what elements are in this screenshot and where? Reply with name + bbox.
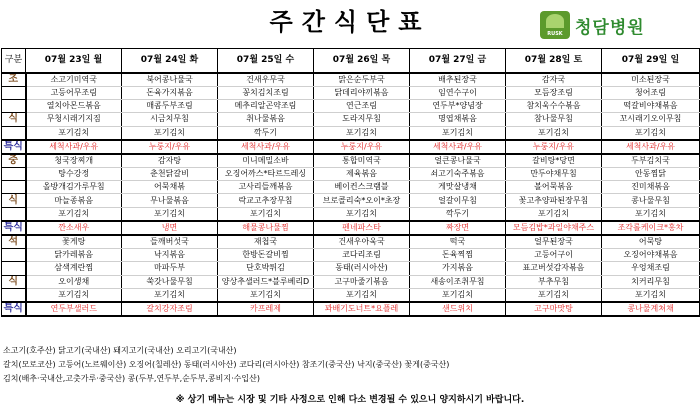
menu-item: 올방개김가루무침 xyxy=(26,181,122,194)
dinner-side-label: 식 xyxy=(2,275,26,288)
leaf-logo-icon xyxy=(540,11,570,39)
menu-item: 고등어무조림 xyxy=(26,86,122,99)
menu-item: 소고기미역국 xyxy=(26,73,122,87)
menu-item: 청어조림 xyxy=(602,86,700,99)
weekly-menu-table xyxy=(1,48,700,317)
menu-item: 브로콜리숙*오이*초장 xyxy=(314,194,410,207)
menu-item: 포기김치 xyxy=(506,289,602,303)
special-item: 세척사과/우유 xyxy=(26,140,122,154)
lunch-special-row xyxy=(2,221,700,235)
origin-fish: 갈치(모로코산) 고등어(노르웨이산) 오징어(칠레산) 동태(러시아산) 코다리(러시아산) 참조기(중국산) 낙지(중국산) 꽃게(중국산) xyxy=(3,360,450,369)
menu-item: 부추무침 xyxy=(506,275,602,288)
menu-item: 포기김치 xyxy=(410,289,506,303)
menu-item: 모듬장조림 xyxy=(506,86,602,99)
breakfast-menu-row xyxy=(2,113,700,126)
menu-item: 무청시래기지짐 xyxy=(26,113,122,126)
header-day-thu: 07월 26일 목 xyxy=(314,49,410,73)
menu-item: 마늘종볶음 xyxy=(26,194,122,207)
menu-item: 참나물무침 xyxy=(506,113,602,126)
dinner-menu-row xyxy=(2,248,700,261)
menu-item: 미소된장국 xyxy=(602,73,700,87)
menu-item: 미니메밀소바 xyxy=(218,154,314,168)
special-label: 특식 xyxy=(2,302,26,316)
menu-item: 오징어야채볶음 xyxy=(602,248,700,261)
menu-item: 포기김치 xyxy=(218,207,314,221)
special-item: 세척사과/우유 xyxy=(410,140,506,154)
menu-item: 깍두기 xyxy=(218,126,314,140)
menu-item: 양상추샐러드*블루베리D xyxy=(218,275,314,288)
menu-item: 포기김치 xyxy=(122,207,218,221)
menu-item: 얼큰콩나물국 xyxy=(410,154,506,168)
menu-item: 포기김치 xyxy=(410,126,506,140)
lunch-menu-row xyxy=(2,194,700,207)
dinner-menu-row xyxy=(2,275,700,288)
header-day-mon: 07월 23일 월 xyxy=(26,49,122,73)
breakfast-side-label xyxy=(2,99,26,112)
lunch-side-label xyxy=(2,207,26,221)
menu-item: 락교고추장무침 xyxy=(218,194,314,207)
menu-item: 포기김치 xyxy=(506,126,602,140)
menu-item: 닭데리야끼볶음 xyxy=(314,86,410,99)
special-item: 카프레제 xyxy=(218,302,314,316)
special-item: 누룽지/우유 xyxy=(122,140,218,154)
dinner-side-label: 석 xyxy=(2,235,26,249)
dinner-menu-row xyxy=(2,262,700,275)
menu-item: 포기김치 xyxy=(314,289,410,303)
lunch-side-label: 식 xyxy=(2,194,26,207)
special-item: 갈치강자조림 xyxy=(122,302,218,316)
special-item: 짜장면 xyxy=(410,221,506,235)
menu-item: 탕수강정 xyxy=(26,167,122,180)
menu-item: 얼무된장국 xyxy=(506,235,602,249)
menu-item: 깍두기 xyxy=(410,207,506,221)
menu-item: 꽃고추양파된장무침 xyxy=(506,194,602,207)
menu-item: 들깨버섯국 xyxy=(122,235,218,249)
menu-item: 연근조림 xyxy=(314,99,410,112)
menu-item: 떡국 xyxy=(410,235,506,249)
special-label: 특식 xyxy=(2,140,26,154)
breakfast-menu-row xyxy=(2,126,700,140)
special-item: 펜네파스타 xyxy=(314,221,410,235)
special-item: 샌드위치 xyxy=(410,302,506,316)
header-day-sun: 07월 29일 일 xyxy=(602,49,700,73)
special-item: 누룽지/우유 xyxy=(506,140,602,154)
header-row xyxy=(2,49,700,73)
menu-item: 고사리들깨볶음 xyxy=(218,181,314,194)
menu-item: 돈육찍찜 xyxy=(410,248,506,261)
breakfast-special-row xyxy=(2,140,700,154)
menu-item: 새송이조취무침 xyxy=(410,275,506,288)
menu-item: 삼색계란찜 xyxy=(26,262,122,275)
breakfast-side-label xyxy=(2,126,26,140)
menu-item: 포기김치 xyxy=(314,207,410,221)
special-item: 연두부샐러드 xyxy=(26,302,122,316)
breakfast-side-label: 식 xyxy=(2,113,26,126)
menu-item: 마파두부 xyxy=(122,262,218,275)
dinner-special-row xyxy=(2,302,700,316)
logo-mark-text: RUSK xyxy=(547,31,563,37)
special-item: 세척사과/우유 xyxy=(602,140,700,154)
dinner-side-label xyxy=(2,262,26,275)
menu-item: 시금치무침 xyxy=(122,113,218,126)
header-day-sat: 07월 28일 토 xyxy=(506,49,602,73)
header-day-fri: 07월 27일 금 xyxy=(410,49,506,73)
dinner-menu-row xyxy=(2,289,700,303)
special-label: 특식 xyxy=(2,221,26,235)
menu-item: 우엉채조림 xyxy=(602,262,700,275)
menu-item: 고등어구이 xyxy=(506,248,602,261)
page-title: 주간식단표 xyxy=(269,8,431,36)
dinner-side-label xyxy=(2,289,26,303)
menu-item: 닭카레볶음 xyxy=(26,248,122,261)
menu-item: 콩나물무침 xyxy=(602,194,700,207)
menu-item: 포기김치 xyxy=(122,289,218,303)
special-item: 고구마맛탕 xyxy=(506,302,602,316)
menu-item: 건새우아욱국 xyxy=(314,235,410,249)
menu-item: 참치욱수수볶음 xyxy=(506,99,602,112)
menu-item: 고구마줄기볶음 xyxy=(314,275,410,288)
menu-item: 베이컨스크램블 xyxy=(314,181,410,194)
menu-item: 청국장찌개 xyxy=(26,154,122,168)
breakfast-menu-row xyxy=(2,99,700,112)
menu-item: 연두부*양념장 xyxy=(410,99,506,112)
menu-item: 포기김치 xyxy=(602,126,700,140)
special-item: 꽈배기도너트*요플레 xyxy=(314,302,410,316)
special-item: 세척사과/우유 xyxy=(218,140,314,154)
menu-item: 감자탕 xyxy=(122,154,218,168)
special-item: 해물콩나물찜 xyxy=(218,221,314,235)
menu-item: 감자국 xyxy=(506,73,602,87)
menu-item: 임연수구이 xyxy=(410,86,506,99)
menu-item: 명엽채볶음 xyxy=(410,113,506,126)
menu-item: 두부김치국 xyxy=(602,154,700,168)
lunch-side-label xyxy=(2,167,26,180)
lunch-menu-row xyxy=(2,207,700,221)
menu-item: 치커리무침 xyxy=(602,275,700,288)
menu-item: 꽁치김치조림 xyxy=(218,86,314,99)
menu-item: 춘천닭갈비 xyxy=(122,167,218,180)
menu-item: 배추된장국 xyxy=(410,73,506,87)
menu-item: 무나물볶음 xyxy=(122,194,218,207)
menu-item: 열치아몬드볶음 xyxy=(26,99,122,112)
menu-item: 도라지무침 xyxy=(314,113,410,126)
menu-item: 제육볶음 xyxy=(314,167,410,180)
menu-item: 동태(러시아산) xyxy=(314,262,410,275)
notice-footnote: ※ 상기 메뉴는 시장 및 기타 사정으로 인해 다소 변경될 수 있으니 양지하시기 바랍니다. xyxy=(175,395,525,405)
special-item: 깐소새우 xyxy=(26,221,122,235)
origin-meat: 소고기(호주산) 닭고기(국내산) 돼지고기(국내산) 오리고기(국내산) xyxy=(3,346,237,355)
menu-item: 표고버섯감자볶음 xyxy=(506,262,602,275)
menu-item: 돈육가지볶음 xyxy=(122,86,218,99)
origin-kimchi-bean: 김치(배추·국내산,고춧가루·중국산) 콩(두부,연두부,순두부,콩비지·수입산) xyxy=(3,374,260,383)
menu-item: 갈비탕*당면 xyxy=(506,154,602,168)
menu-item: 포기김치 xyxy=(602,289,700,303)
menu-item: 꼬시래기오이무침 xyxy=(602,113,700,126)
menu-item: 가지볶음 xyxy=(410,262,506,275)
menu-item: 진미채볶음 xyxy=(602,181,700,194)
header-gubun: 구분 xyxy=(2,49,26,73)
hospital-logo xyxy=(540,10,645,40)
menu-item: 포기김치 xyxy=(218,289,314,303)
menu-item: 게맛살냉채 xyxy=(410,181,506,194)
breakfast-side-label: 조 xyxy=(2,73,26,87)
menu-item: 떡갈비야채볶음 xyxy=(602,99,700,112)
menu-item: 쑥갓나물무침 xyxy=(122,275,218,288)
logo-name: 청담병원 xyxy=(575,17,645,38)
menu-item: 볼어묵볶음 xyxy=(506,181,602,194)
special-item: 콩나물계쳐채 xyxy=(602,302,700,316)
menu-item: 포기김치 xyxy=(602,207,700,221)
menu-item: 꽃게탕 xyxy=(26,235,122,249)
lunch-side-label xyxy=(2,181,26,194)
menu-item: 어묵채볶 xyxy=(122,181,218,194)
menu-item: 포기김치 xyxy=(506,207,602,221)
breakfast-menu-row xyxy=(2,73,700,87)
menu-item: 메추리알곤약조림 xyxy=(218,99,314,112)
lunch-side-label: 중 xyxy=(2,154,26,168)
lunch-menu-row xyxy=(2,181,700,194)
menu-item: 낙지볶음 xyxy=(122,248,218,261)
menu-item: 얼갈이무침 xyxy=(410,194,506,207)
menu-item: 통합미역국 xyxy=(314,154,410,168)
lunch-menu-row xyxy=(2,154,700,168)
menu-item: 매콤두부조림 xyxy=(122,99,218,112)
special-item: 누룽지/우유 xyxy=(314,140,410,154)
menu-item: 맑은순두부국 xyxy=(314,73,410,87)
menu-item: 오이생채 xyxy=(26,275,122,288)
special-item: 모듬김밥*과일야채주스 xyxy=(506,221,602,235)
header-day-tue: 07월 24일 화 xyxy=(122,49,218,73)
menu-item: 한방돈갈비찜 xyxy=(218,248,314,261)
menu-item: 단호박튀김 xyxy=(218,262,314,275)
menu-item: 포기김치 xyxy=(26,207,122,221)
menu-item: 쇠고기숙주볶음 xyxy=(410,167,506,180)
menu-item: 안동찜닭 xyxy=(602,167,700,180)
menu-item: 포기김치 xyxy=(26,289,122,303)
menu-item: 포기김치 xyxy=(122,126,218,140)
menu-item: 포기김치 xyxy=(314,126,410,140)
menu-item: 북어콩나물국 xyxy=(122,73,218,87)
menu-item: 코다리조림 xyxy=(314,248,410,261)
menu-item: 어묵탕 xyxy=(602,235,700,249)
header-day-wed: 07월 25일 수 xyxy=(218,49,314,73)
dinner-side-label xyxy=(2,248,26,261)
menu-item: 오징어까스*타르드레싱 xyxy=(218,167,314,180)
special-item: 냉면 xyxy=(122,221,218,235)
lunch-menu-row xyxy=(2,167,700,180)
dinner-menu-row xyxy=(2,235,700,249)
menu-item: 만두야채무침 xyxy=(506,167,602,180)
special-item: 조각롤케이크*홍차 xyxy=(602,221,700,235)
menu-item: 건새우무국 xyxy=(218,73,314,87)
menu-item: 포기김치 xyxy=(26,126,122,140)
menu-item: 재첩국 xyxy=(218,235,314,249)
menu-item: 취나물볶음 xyxy=(218,113,314,126)
breakfast-menu-row xyxy=(2,86,700,99)
breakfast-side-label xyxy=(2,86,26,99)
